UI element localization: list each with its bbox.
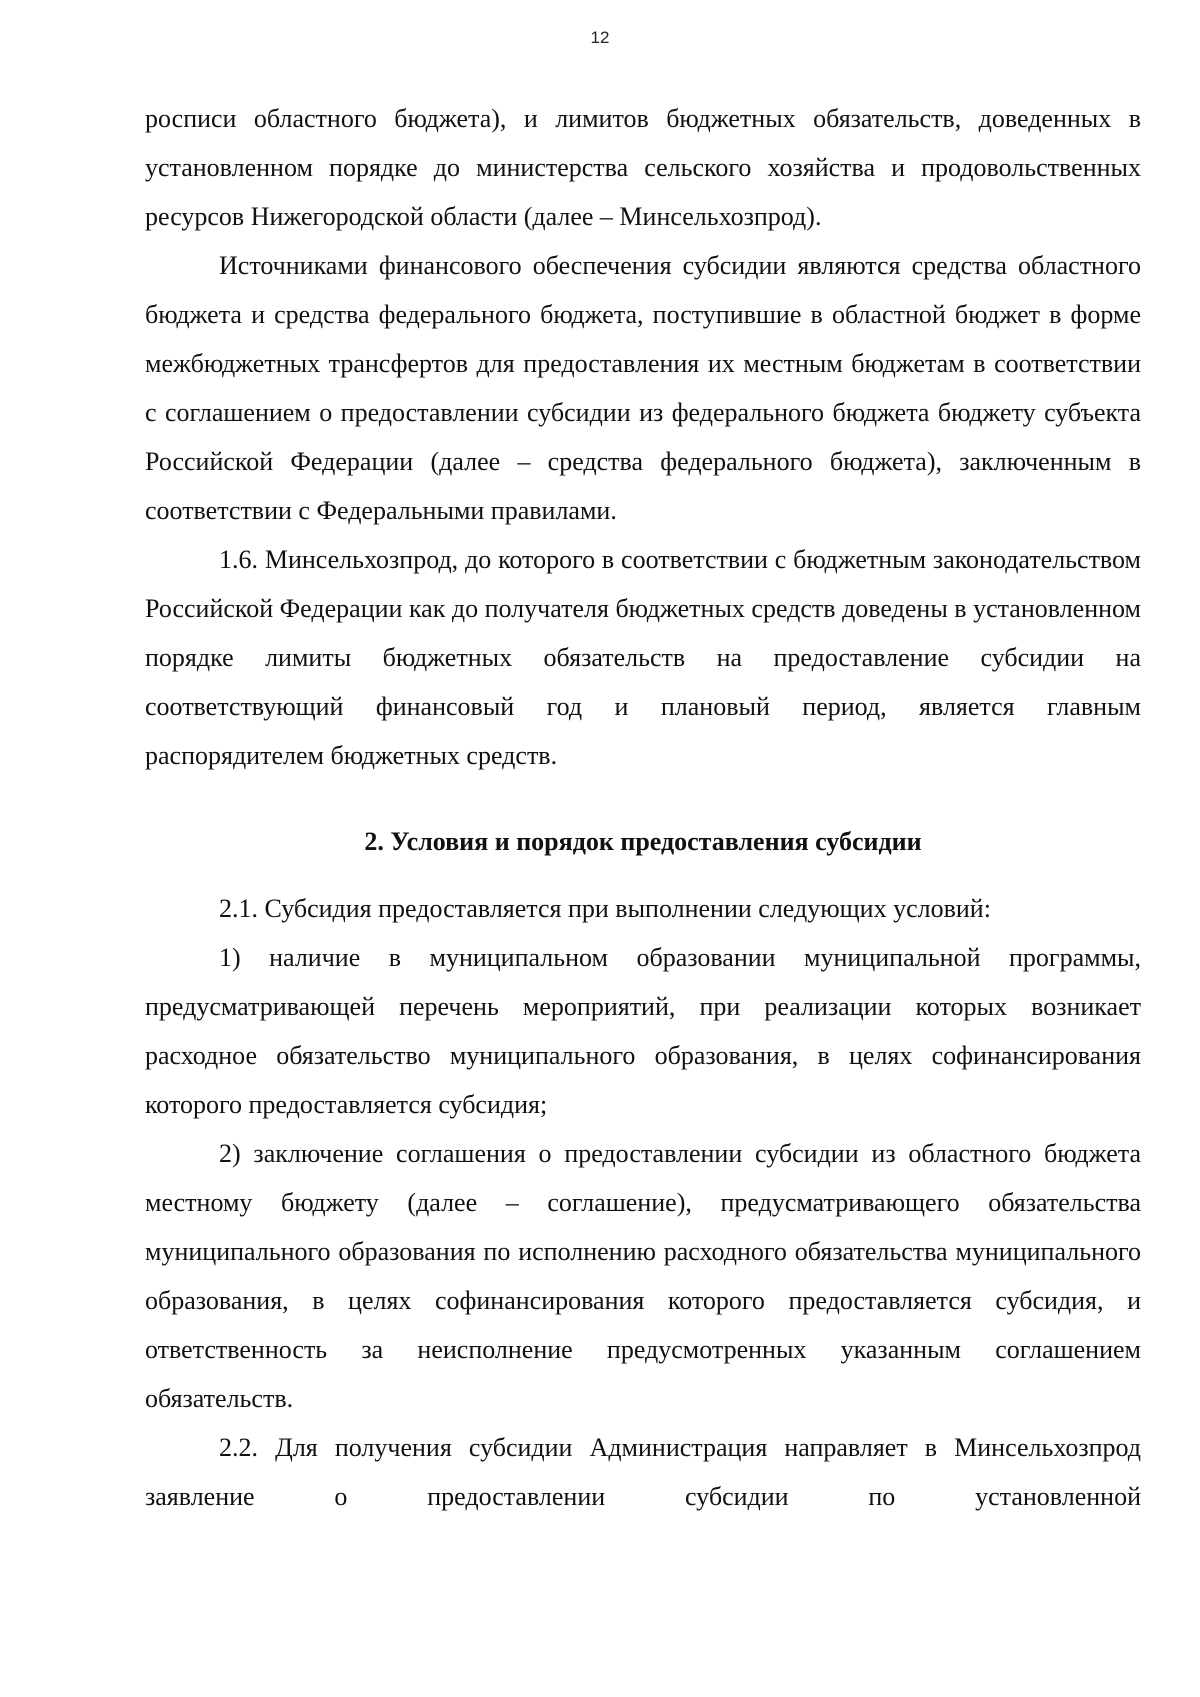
paragraph-1-6: 1.6. Минсельхозпрод, до которого в соответствии с бюджетным законодательством Российской Федерации как до получателя бюджетных средств доведены в установленном порядке лимиты бюджетных обязательств на предоставление субсидии на соответствующий финансовый год и плановый период, является главным распорядителем бюджетных средств. <box>145 545 1141 770</box>
condition-item-2: 2) заключение соглашения о предоставлении субсидии из областного бюджета местному бюджету (далее – соглашение), предусматривающего обязательства муниципального образования по исполнению расходного обязательства муниципального образования, в целях софинансирования которого предоставляется субсидия, и ответственность за неисполнение предусмотренных указанным соглашением обязательств. <box>145 1139 1141 1413</box>
paragraph-budget-limits: росписи областного бюджета), и лимитов бюджетных обязательств, доведенных в установленном порядке до министерства сельского хозяйства и продовольственных ресурсов Нижегородской области (далее – Минсельхозпрод). <box>145 104 1141 231</box>
paragraph-funding-sources: Источниками финансового обеспечения субсидии являются средства областного бюджета и средства федерального бюджета, поступившие в областной бюджет в форме межбюджетных трансфертов для предоставления их местным бюджетам в соответствии с соглашением о предоставлении субсидии из федерального бюджета бюджету субъекта Российской Федерации (далее – средства федерального бюджета), заключенным в соответствии с Федеральными правилами. <box>145 251 1141 525</box>
document-body <box>145 94 1141 1521</box>
section-heading: 2. Условия и порядок предоставления субсидии <box>364 827 922 856</box>
paragraph-2-2: 2.2. Для получения субсидии Администрация направляет в Минсельхозпрод заявление о предоставлении субсидии по установленной <box>145 1433 1141 1511</box>
condition-item-1: 1) наличие в муниципальном образовании муниципальной программы, предусматривающей перечень мероприятий, при реализации которых возникает расходное обязательство муниципального образования, в целях софинансирования которого предоставляется субсидия; <box>145 943 1141 1119</box>
paragraph-2-1: 2.1. Субсидия предоставляется при выполнении следующих условий: <box>219 894 991 923</box>
page-number: 12 <box>590 28 610 47</box>
